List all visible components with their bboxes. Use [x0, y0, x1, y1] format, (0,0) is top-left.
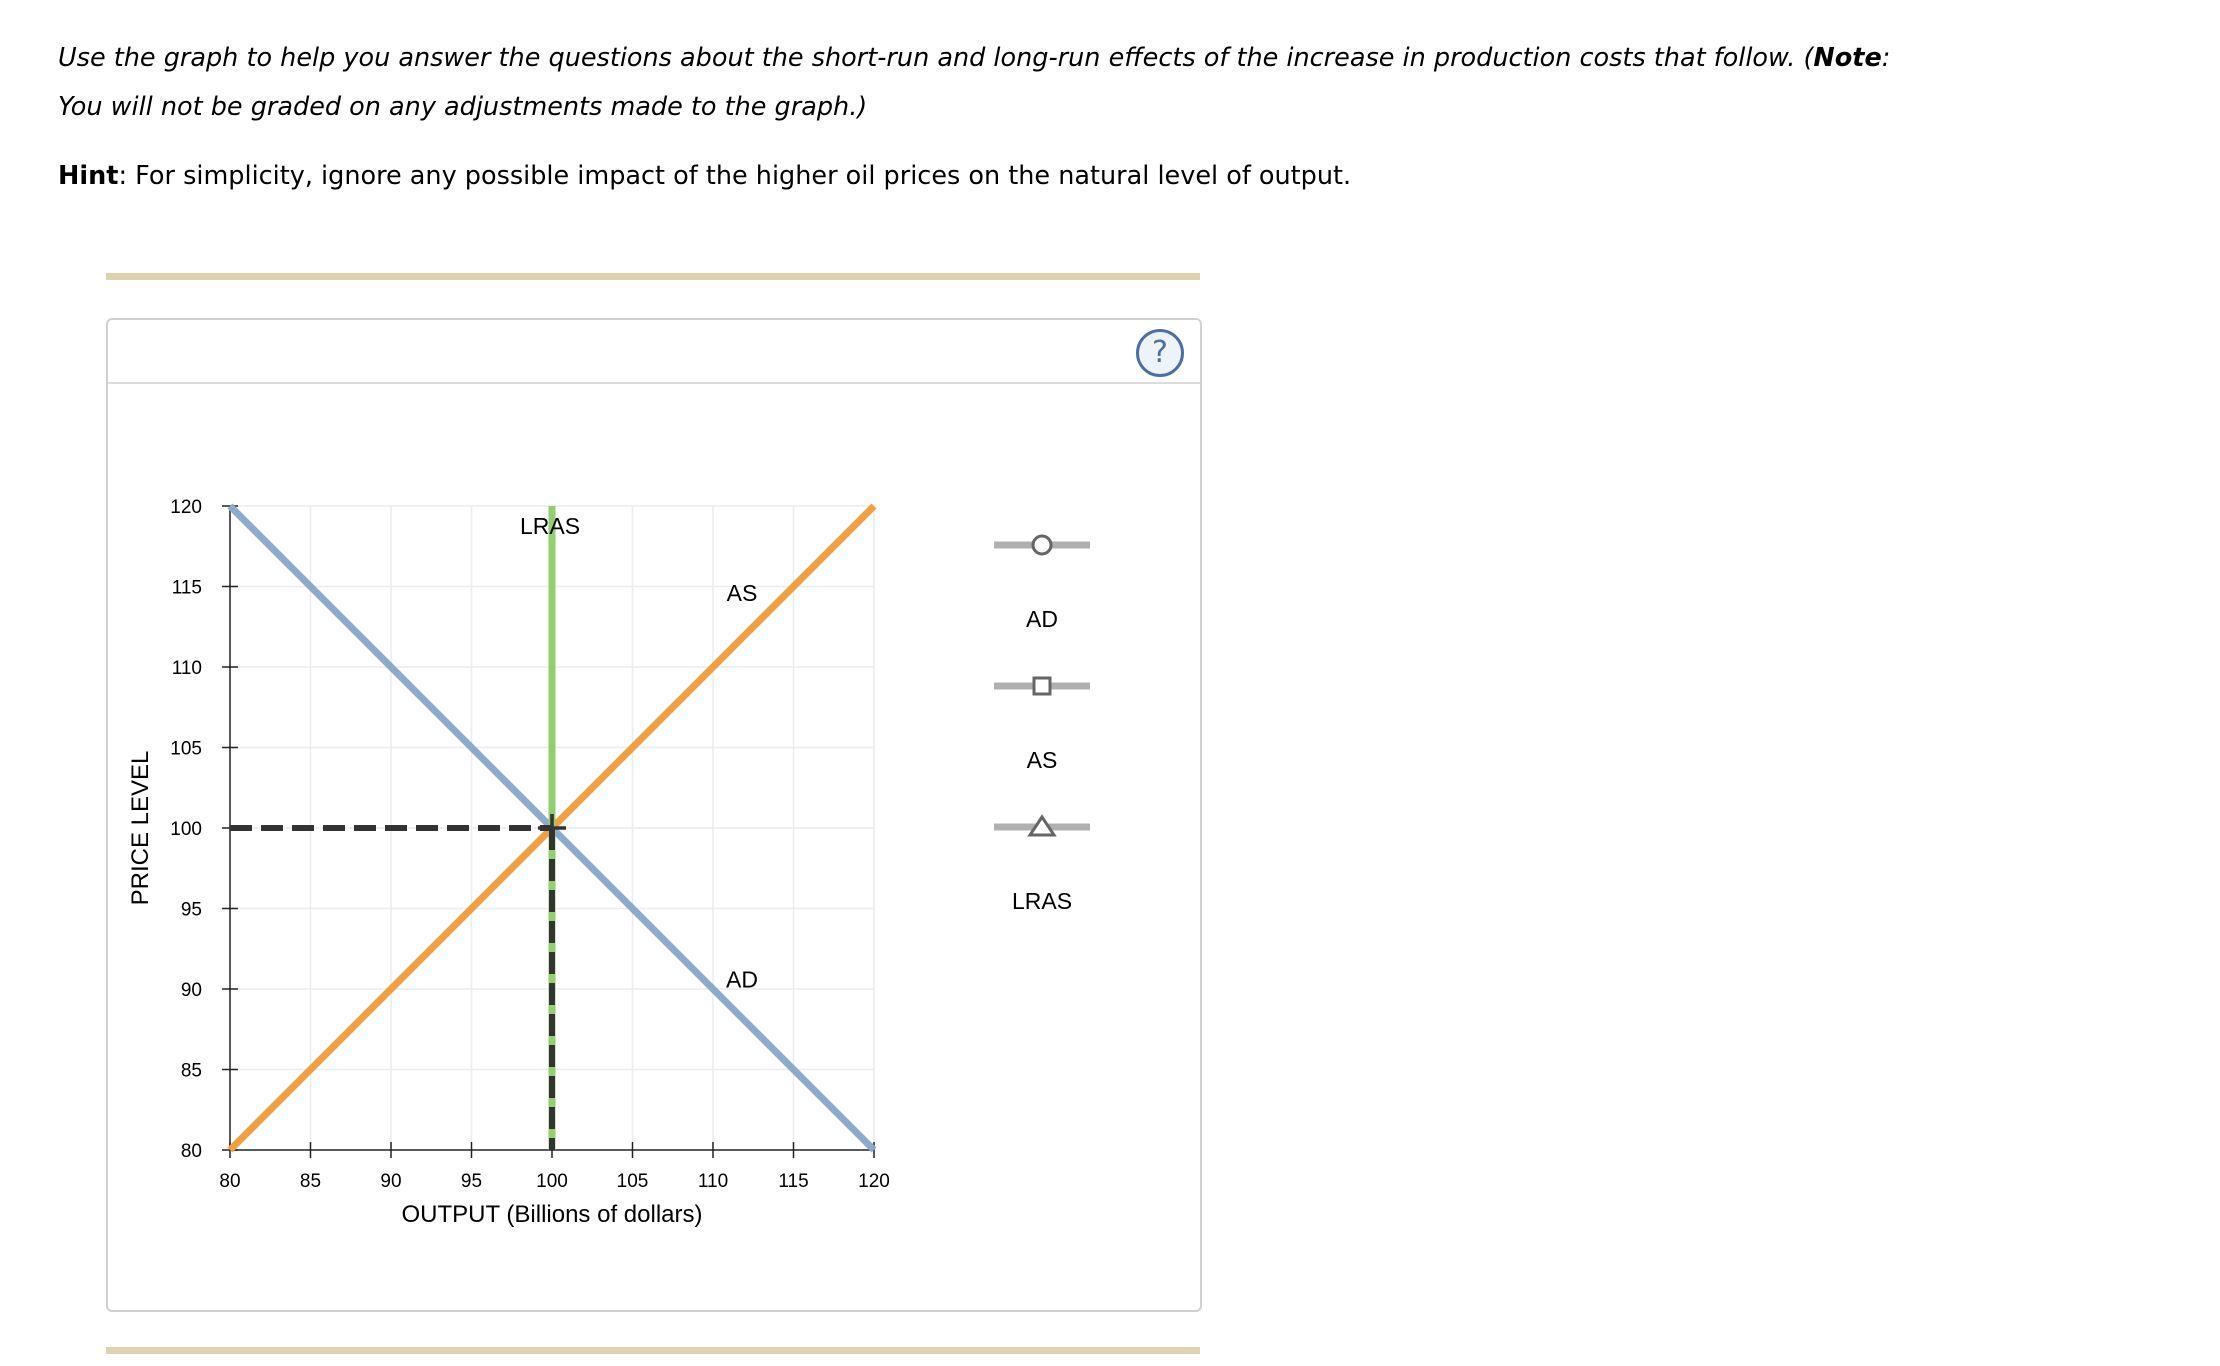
- x-tick-label-100: 100: [536, 1171, 568, 1192]
- x-tick-label-80: 80: [219, 1171, 241, 1192]
- instructions-part1: Use the graph to help you answer the questions about the short-run and long-run effects of the increase in production costs that follow. (: [58, 43, 1814, 73]
- y-tick-label-100: 100: [170, 819, 202, 840]
- circle-marker-icon: [1033, 536, 1051, 554]
- legend-item-lras[interactable]: [994, 817, 1090, 914]
- legend-item-ad[interactable]: [994, 536, 1090, 632]
- x-axis-title: OUTPUT (Billions of dollars): [401, 1201, 703, 1228]
- legend-label-lras: LRAS: [1011, 888, 1073, 914]
- chart-legend[interactable]: [994, 536, 1090, 914]
- x-tick-label-90: 90: [380, 1171, 402, 1192]
- legend-item-as[interactable]: [994, 678, 1090, 773]
- y-tick-label-120: 120: [170, 497, 202, 518]
- y-tick-label-105: 105: [170, 738, 202, 760]
- x-tick-label-105: 105: [616, 1171, 649, 1192]
- curve-label-ad: AD: [726, 966, 758, 993]
- legend-label-ad: AD: [1026, 606, 1058, 632]
- square-marker-icon: [1034, 678, 1050, 694]
- question-circle-icon[interactable]: ?: [1136, 329, 1184, 377]
- y-axis-title: PRICE LEVEL: [127, 750, 154, 906]
- curve-label-as: AS: [726, 579, 758, 606]
- y-tick-label-95: 95: [180, 899, 202, 921]
- y-tick-label-80: 80: [180, 1141, 202, 1162]
- instructions-part2: : You will not be graded on any adjustments made to the graph.): [58, 43, 1891, 122]
- legend-label-as: AS: [1026, 747, 1058, 773]
- x-tick-label-115: 115: [778, 1171, 809, 1192]
- y-tick-label-110: 110: [171, 658, 202, 679]
- y-tick-label-85: 85: [180, 1060, 202, 1082]
- y-tick-label-90: 90: [180, 980, 202, 1001]
- x-tick-label-120: 120: [858, 1171, 890, 1192]
- x-tick-label-110: 110: [697, 1171, 729, 1192]
- x-tick-label-95: 95: [460, 1171, 483, 1192]
- curve-label-lras: LRAS: [519, 513, 581, 539]
- note-label: Note: [1813, 43, 1882, 73]
- hint-body: : For simplicity, ignore any possible impact of the higher oil prices on the natural level of output.: [118, 161, 1352, 191]
- x-tick-label-85: 85: [299, 1171, 322, 1192]
- hint-label: Hint: [58, 161, 119, 191]
- chart-labels: [127, 513, 758, 1228]
- y-tick-label-115: 115: [171, 577, 202, 599]
